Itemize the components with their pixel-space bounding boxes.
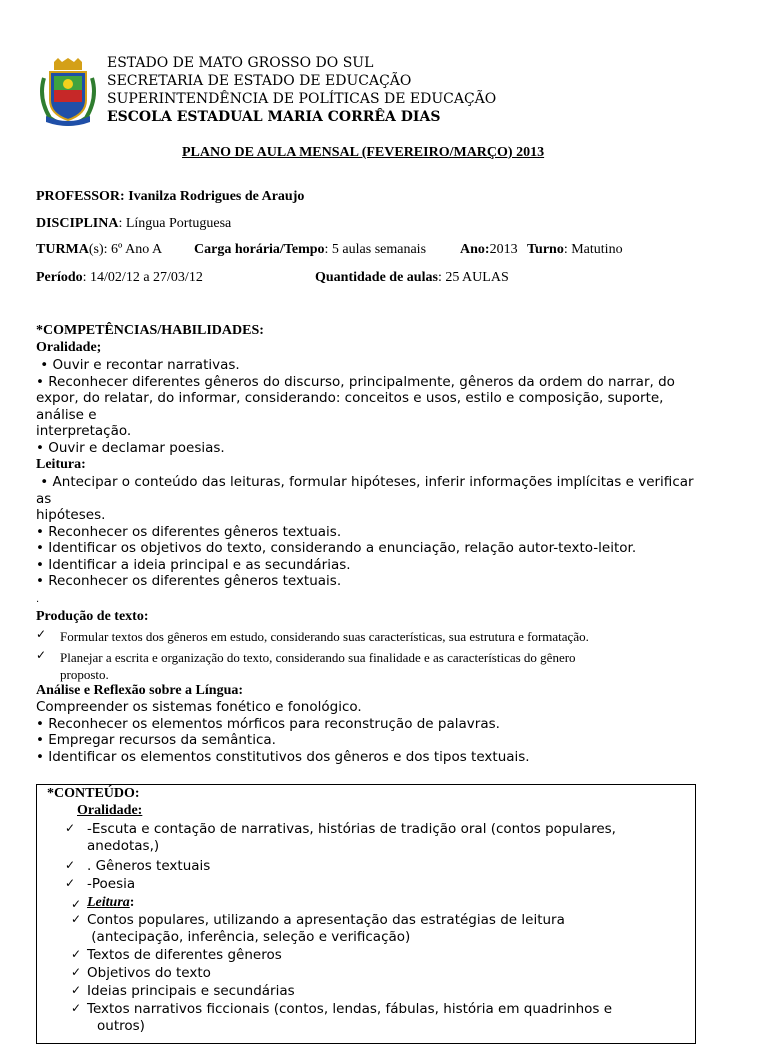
conteudo-leitura-heading <box>87 895 134 911</box>
turma-value: (s): 6º Ano A <box>88 242 163 257</box>
analise-line: • Reconhecer os elementos mórficos para reconstrução de palavras. <box>36 715 500 732</box>
disciplina-label: DISCIPLINA <box>36 216 119 231</box>
oralidade-list <box>36 357 756 456</box>
periodo-label: Período <box>36 270 83 285</box>
professor-field <box>36 189 304 205</box>
turno-label: Turno <box>527 242 564 257</box>
check-icon: ✓ <box>65 858 76 872</box>
leitura-line: • Reconhecer os diferentes gêneros textuais. <box>36 573 342 589</box>
check-icon: ✓ <box>71 1001 82 1015</box>
oralidade-line: • Ouvir e recontar narrativas. <box>36 357 240 373</box>
header-state: ESTADO DE MATO GROSSO DO SUL <box>107 55 374 71</box>
professor-value: Ivanilza Rodrigues de Araujo <box>128 189 305 204</box>
periodo-value: : 14/02/12 a 27/03/12 <box>82 270 203 285</box>
conteudo-leitura-item: Contos populares, utilizando a apresentação das estratégias de leitura <box>87 912 565 928</box>
analise-line: • Identificar os elementos constitutivos dos gêneros e dos tipos textuais. <box>36 748 530 765</box>
competencias-title: *COMPETÊNCIAS/HABILIDADES: <box>36 323 264 338</box>
carga-label: Carga horária/Tempo <box>194 242 325 257</box>
oralidade-line: • Reconhecer diferentes gêneros do discurso, principalmente, gêneros da ordem do narrar, do <box>36 373 675 390</box>
check-icon: ✓ <box>71 965 82 979</box>
turma-field <box>36 242 162 258</box>
check-icon: ✓ <box>36 648 47 662</box>
conteudo-leitura-colon: : <box>129 895 135 910</box>
check-icon: ✓ <box>71 983 82 997</box>
check-icon: ✓ <box>71 912 82 926</box>
conteudo-oralidade-title: Oralidade: <box>77 803 143 818</box>
oralidade-line: expor, do relatar, do informar, considerando: conceitos e usos, estilo e composição, suporte, <box>36 390 664 406</box>
leitura-line: • Antecipar o conteúdo das leituras, formular hipóteses, inferir informações implícitas e verificar <box>36 474 694 490</box>
leitura-line: • Identificar a ideia principal e as secundárias. <box>36 556 351 573</box>
header-superintendency: SUPERINTENDÊNCIA DE POLÍTICAS DE EDUCAÇÃO <box>107 91 497 107</box>
analise-line: • Empregar recursos da semântica. <box>36 732 276 748</box>
conteudo-leitura-title: Leitura <box>87 895 130 910</box>
producao-title: Produção de texto: <box>36 609 149 624</box>
turma-label: TURMA <box>36 242 89 257</box>
conteudo-oralidade-item: -Escuta e contação de narrativas, histórias de tradição oral (contos populares, <box>87 821 616 837</box>
carga-value: : 5 aulas semanais <box>324 242 427 257</box>
conteudo-leitura-item: Objetivos do texto <box>87 965 211 981</box>
conteudo-leitura-item: Textos de diferentes gêneros <box>87 947 282 963</box>
conteudo-leitura-item-continuation: outros) <box>97 1018 145 1034</box>
analise-list <box>36 699 756 765</box>
conteudo-title: *CONTEÚDO: <box>47 786 140 801</box>
disciplina-value: : Língua Portuguesa <box>118 216 232 231</box>
producao-item-continuation: proposto. <box>60 667 109 682</box>
check-icon: ✓ <box>36 627 47 641</box>
leitura-line: as <box>36 490 52 507</box>
school-crest-logo <box>36 58 100 128</box>
check-icon: ✓ <box>65 876 76 890</box>
oralidade-line: análise e <box>36 406 97 423</box>
leitura-line: hipóteses. <box>36 507 106 523</box>
analise-title: Análise e Reflexão sobre a Língua: <box>36 683 244 698</box>
periodo-field <box>36 270 203 286</box>
leitura-title: Leitura: <box>36 457 86 472</box>
carga-field <box>194 242 426 258</box>
conteudo-leitura-item: Textos narrativos ficcionais (contos, lendas, fábulas, história em quadrinhos e <box>87 1001 613 1017</box>
professor-label: PROFESSOR: <box>36 189 129 204</box>
check-icon: ✓ <box>71 947 82 961</box>
leitura-line: • Identificar os objetivos do texto, considerando a enunciação, relação autor-texto-leitor. <box>36 540 637 556</box>
qtd-aulas-value: : 25 AULAS <box>437 270 509 285</box>
conteudo-oralidade-item: -Poesia <box>87 876 136 892</box>
oralidade-title: Oralidade; <box>36 340 102 355</box>
oralidade-line: • Ouvir e declamar poesias. <box>36 439 225 456</box>
oralidade-line: interpretação. <box>36 423 132 439</box>
stray-dot: . <box>36 594 40 605</box>
qtd-aulas-field <box>315 270 509 286</box>
check-icon: ✓ <box>71 897 82 911</box>
conteudo-leitura-item: Ideias principais e secundárias <box>87 983 295 999</box>
producao-item: Planejar a escrita e organização do texto, considerando sua finalidade e as características do gênero <box>60 650 576 665</box>
leitura-list <box>36 474 756 590</box>
ano-field <box>460 242 518 258</box>
disciplina-field <box>36 216 231 232</box>
ano-value: 2013 <box>489 242 518 257</box>
producao-item: Formular textos dos gêneros em estudo, considerando suas características, sua estrutura e formatação. <box>60 629 589 644</box>
ano-label: Ano: <box>460 242 490 257</box>
turno-value: : Matutino <box>563 242 623 257</box>
header-school: ESCOLA ESTADUAL MARIA CORRÊA DIAS <box>107 109 441 125</box>
turno-field <box>527 242 623 258</box>
conteudo-box <box>36 784 696 1044</box>
header-secretariat: SECRETARIA DE ESTADO DE EDUCAÇÃO <box>107 73 412 89</box>
document-title: PLANO DE AULA MENSAL (FEVEREIRO/MARÇO) 2013 <box>182 145 545 160</box>
leitura-line: • Reconhecer os diferentes gêneros textuais. <box>36 523 342 540</box>
conteudo-oralidade-item: . Gêneros textuais <box>87 858 211 874</box>
conteudo-oralidade-item-continuation: anedotas,) <box>87 838 160 854</box>
check-icon: ✓ <box>65 821 76 835</box>
analise-line: Compreender os sistemas fonético e fonológico. <box>36 699 362 715</box>
conteudo-leitura-item-continuation: (antecipação, inferência, seleção e verificação) <box>87 929 411 945</box>
qtd-aulas-label: Quantidade de aulas <box>315 270 438 285</box>
